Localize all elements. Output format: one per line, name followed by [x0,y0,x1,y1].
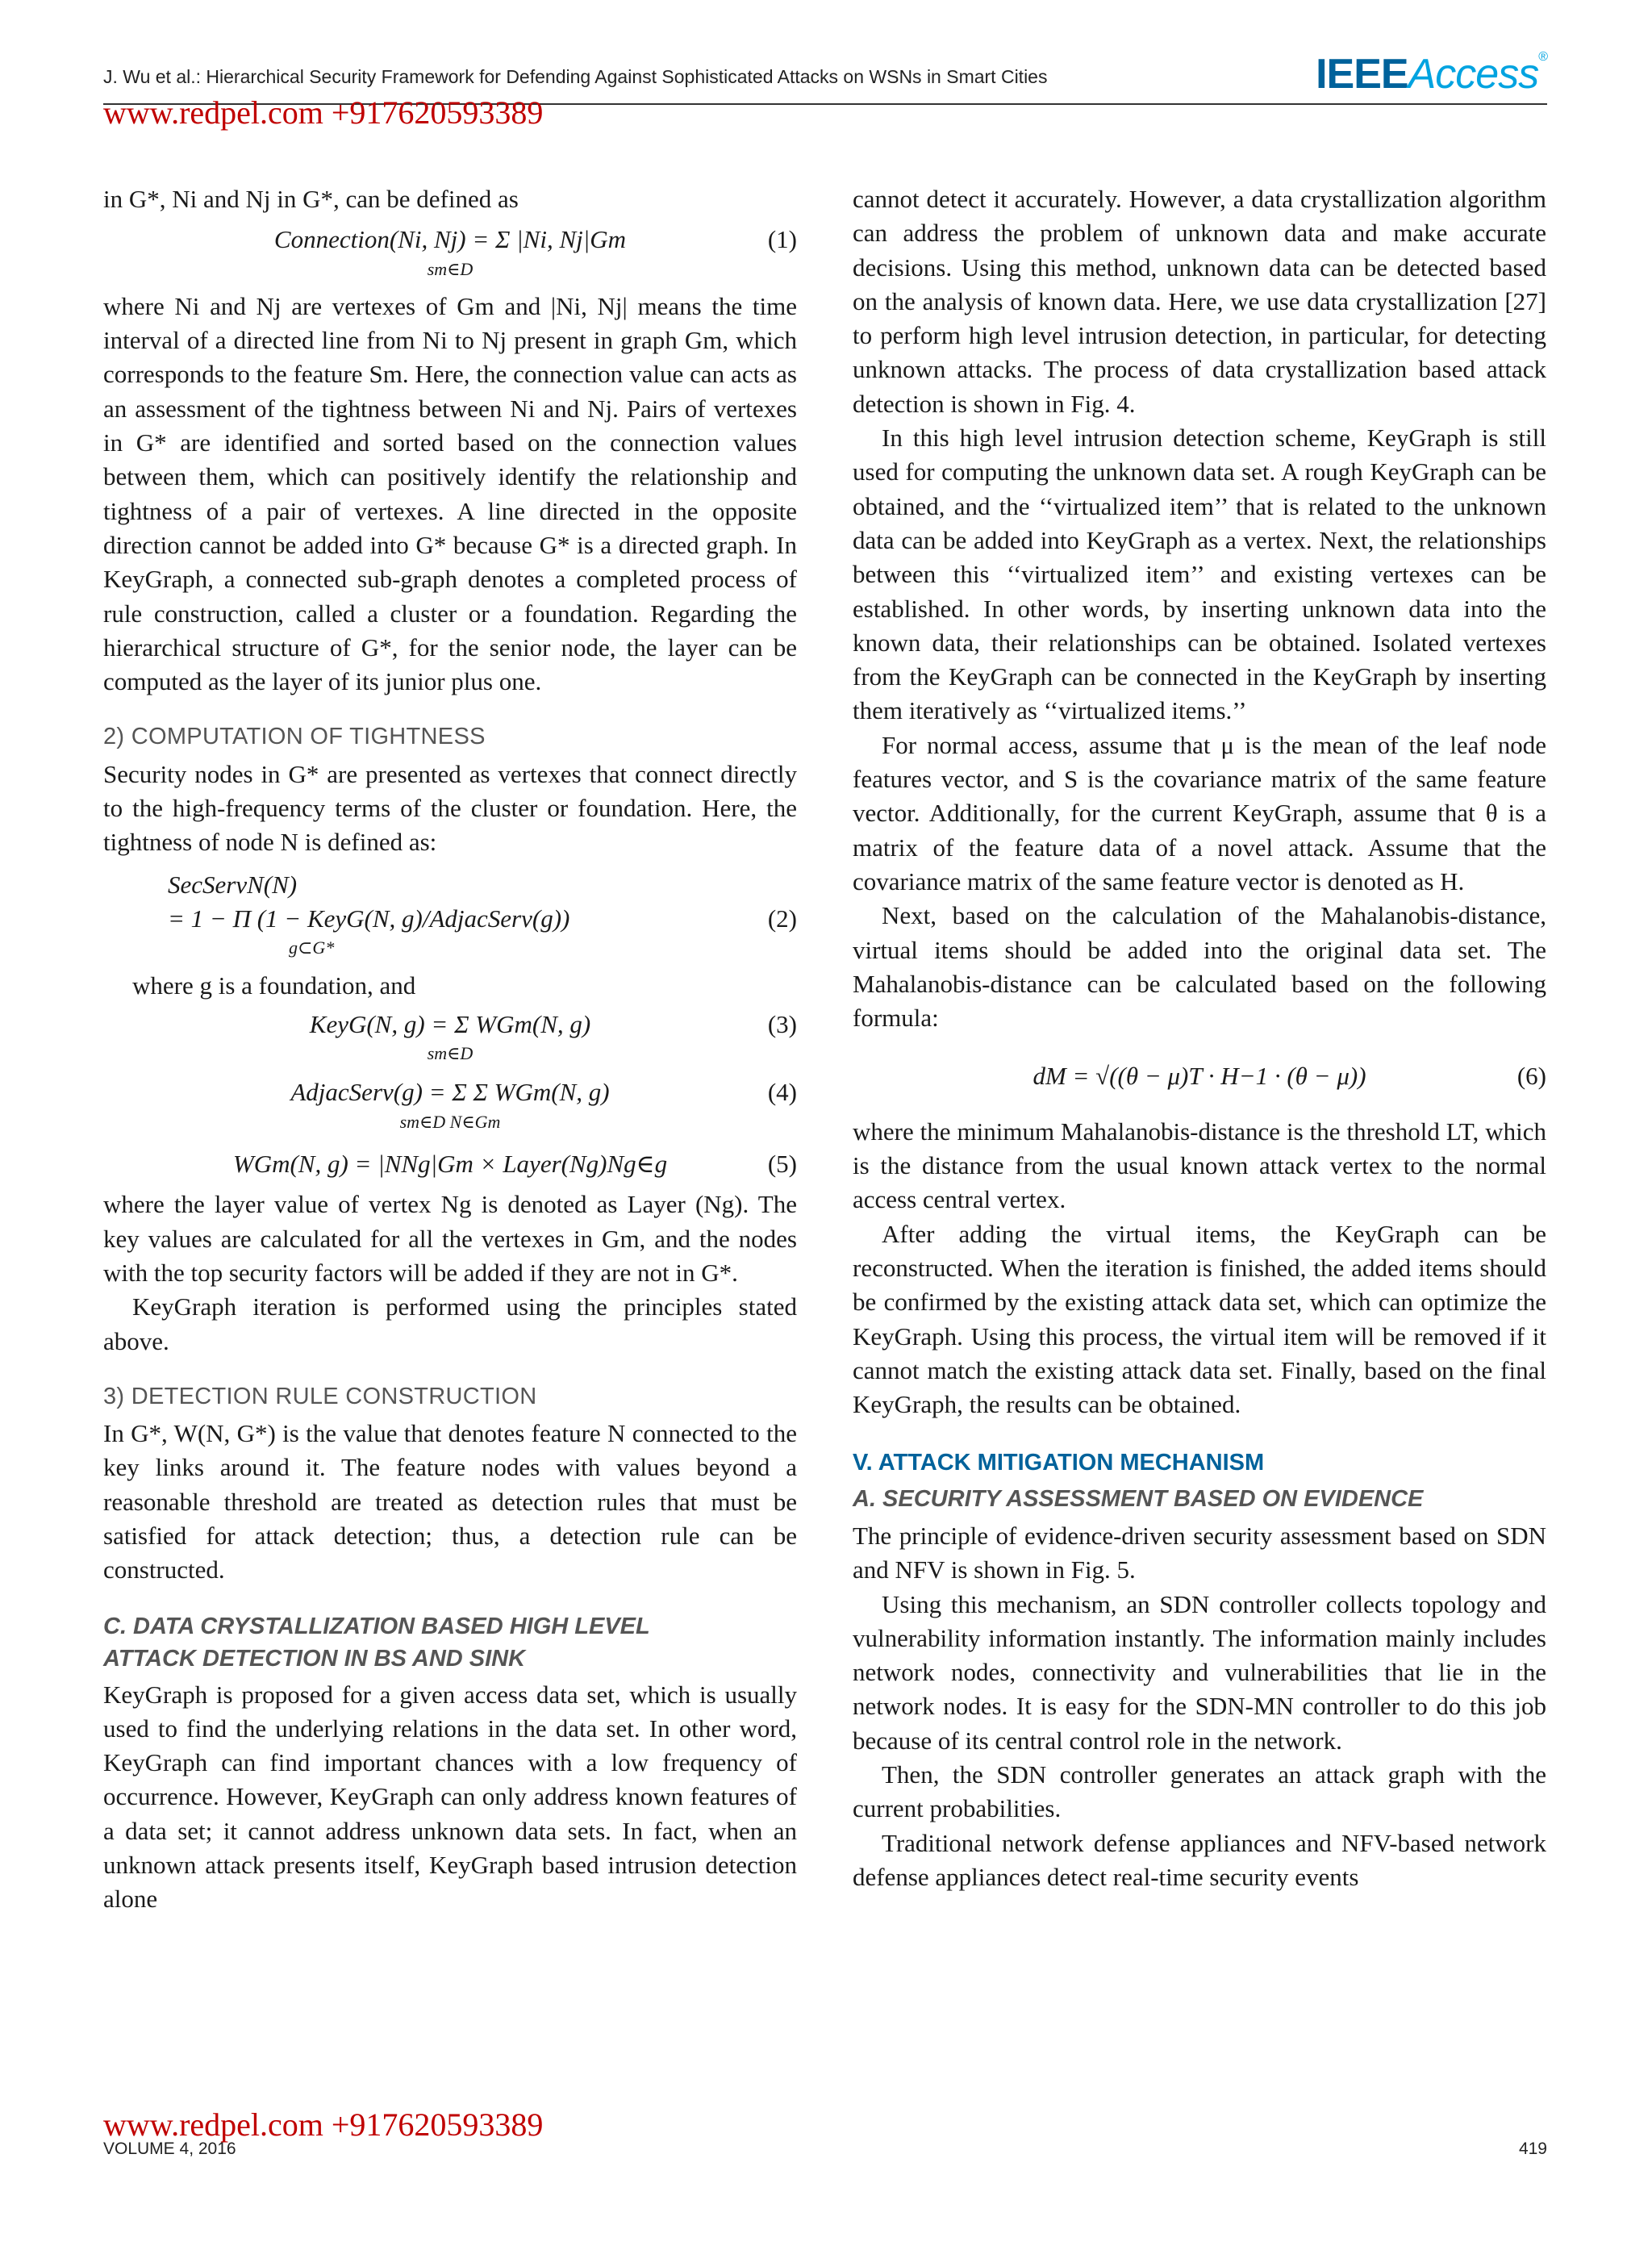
intro-line: in G*, Ni and Nj in G*, can be defined as [103,185,519,213]
equation-2-number: (2) [767,904,797,933]
paragraph-defense-appliances: Traditional network defense appliances and NFV-based network defense appliances detect real-time security events [853,1828,1546,1891]
watermark-top: www.redpel.com +917620593389 [103,94,544,131]
running-head: J. Wu et al.: Hierarchical Security Framework for Defending Against Sophisticated Attacks on WSNs in Smart Cities [103,66,1048,87]
equation-3 [103,1008,797,1071]
paragraph-evidence-driven: The principle of evidence-driven security assessment based on SDN and NFV is shown in Fig. 5. [853,1521,1546,1584]
equation-6-number: (6) [1516,1062,1546,1091]
paragraph-sdn-controller: Using this mechanism, an SDN controller collects topology and vulnerability information instantly. The information mainly includes network nodes, connectivity and vulnerabilities that lie in the network nodes. It is easy for the SDN-MN controller to do this job because of its central control role in the network. [853,1589,1546,1755]
paragraph-layer-value: where the layer value of vertex Ng is denoted as Layer (Ng). The key values are calculated for all the vertexes in Gm, and the nodes with the top security factors will be added if they are not in G*. [103,1190,797,1287]
left-column [103,182,797,1917]
equation-3-number: (3) [767,1009,797,1038]
paragraph-detection-rule: In G*, W(N, G*) is the value that denotes feature N connected to the key links around it. The feature nodes with values beyond a reasonable threshold are treated as detection rules that must be satisfied for attack detection; thus, a detection rule can be constructed. [103,1419,797,1584]
equation-2-subscript: g⊂G* [289,937,335,958]
paragraph-tightness: Security nodes in G* are presented as vertexes that connect directly to the high-frequency terms of the cluster or foundation. Here, the tightness of node N is defined as: [103,759,797,857]
paragraph-keygraph-iteration: KeyGraph iteration is performed using the principles stated above. [103,1292,797,1355]
heading-computation-of-tightness: 2) COMPUTATION OF TIGHTNESS [103,724,486,750]
equation-5-body: WGm(N, g) = |NNg|Gm × Layer(Ng)Ng∈g [232,1150,668,1179]
heading-security-assessment: A. SECURITY ASSESSMENT BASED ON EVIDENCE [853,1485,1424,1512]
footer-volume: VOLUME 4, 2016 [103,2140,236,2158]
logo-access: Access [1408,51,1539,98]
paragraph-normal-access: For normal access, assume that μ is the mean of the leaf node features vector, and S is the covariance matrix of the same feature vector. Additionally, for the current KeyGraph, assume that θ is a matrix of the feature data of a novel attack. Assume that the covariance matrix of the same feature vector is denoted as H. [853,730,1546,895]
equation-4 [103,1075,797,1139]
footer-page-number: 419 [1518,2140,1547,2158]
equation-1 [103,223,797,286]
equation-4-body: AdjacServ(g) = Σ Σ WGm(N, g) [290,1078,610,1107]
paragraph-threshold: where the minimum Mahalanobis-distance is the threshold LT, which is the distance from the usual known attack vertex to the normal access central vertex. [853,1117,1546,1214]
paragraph-connection: where Ni and Nj are vertexes of Gm and |Ni, Nj| means the time interval of a directed line from Ni to Nj present in graph Gm, which corresponds to the feature Sm. Here, the connection value can acts as an assessment of the tightness between Ni and Nj. Pairs of vertexes in G* are identified and sorted based on the connection values between them, which can positively identify the relationship and tightness of a pair of vertexes. A line directed in the opposite direction cannot be added into G* because G* is a directed graph. In KeyGraph, a connected sub-graph denotes a completed process of rule construction, called a cluster or a foundation. Regarding the hierarchical structure of G*, for the senior node, the layer can be computed as the layer of its junior plus one. [103,291,797,696]
heading-data-crystallization [103,1610,797,1675]
equation-3-body: KeyG(N, g) = Σ WGm(N, g) [309,1009,591,1038]
heading-data-crystallization-line-1: C. DATA CRYSTALLIZATION BASED HIGH LEVEL [103,1613,650,1639]
equation-6-body: dM = √((θ − μ)T · H−1 · (θ − μ)) [1032,1062,1366,1091]
paragraph-crystallization: cannot detect it accurately. However, a data crystallization algorithm can address the problem of unknown data and make accurate decisions. Using this method, unknown data can be detected based on the analysis of known data. Here, we use data crystallization [27] to perform high level intrusion detection, in particular, for detecting unknown attacks. The process of data crystallization based attack detection is shown in Fig. 4. [853,185,1546,418]
watermark-bottom: www.redpel.com +917620593389 [103,2106,544,2143]
equation-4-number: (4) [767,1078,797,1107]
paragraph-attack-graph: Then, the SDN controller generates an attack graph with the current probabilities. [853,1760,1546,1823]
heading-attack-mitigation: V. ATTACK MITIGATION MECHANISM [853,1450,1265,1476]
equation-5-number: (5) [767,1150,797,1179]
equation-1-number: (1) [767,225,797,254]
paragraph-reconstruction: After adding the virtual items, the KeyGraph can be reconstructed. When the iteration is finished, the added items should be confirmed by the existing attack data set, which can optimize the KeyGraph. Using this process, the virtual item will be removed if it cannot match the existing attack data set. Finally, based on the final KeyGraph, the results can be obtained. [853,1219,1546,1419]
paragraph-foundation: where g is a foundation, and [132,971,416,1000]
paragraph-keygraph-proposed: KeyGraph is proposed for a given access data set, which is usually used to find the underlying relations in the data set. In other word, KeyGraph can find important chances with a low frequency of occurrence. However, KeyGraph can only address known features of a data set; it cannot address unknown data sets. In fact, when an unknown attack presents itself, KeyGraph based intrusion detection alone [103,1680,797,1914]
equation-1-body: Connection(Ni, Nj) = Σ |Ni, Nj|Gm [273,225,627,254]
logo-ieee: IEEE [1316,51,1408,98]
equation-3-subscript: sm∈D [427,1043,473,1064]
equation-2-line-2: = 1 − Π (1 − KeyG(N, g)/AdjacServ(g)) [168,904,570,933]
equation-1-subscript: sm∈D [427,258,473,279]
heading-data-crystallization-line-2: ATTACK DETECTION IN BS AND SINK [103,1645,526,1672]
logo-trademark: ® [1538,50,1547,64]
equation-2 [103,868,797,966]
paragraph-virtualized-item: In this high level intrusion detection scheme, KeyGraph is still used for computing the unknown data set. A rough KeyGraph can be obtained, and the ‘‘virtualized item’’ that is related to the unknown data can be added into KeyGraph as a vertex. Next, the relationships between this ‘‘virtualized item’’ and existing vertexes can be established. In other words, by inserting unknown data into the known data, their relationships can be obtained. Isolated vertexes from the KeyGraph can be connected in the KeyGraph by inserting them iteratively as ‘‘virtualized items.’’ [853,424,1546,725]
equation-2-line-1: SecServN(N) [168,870,298,899]
equation-4-subscript: sm∈D N∈Gm [399,1111,501,1132]
heading-detection-rule-construction: 3) DETECTION RULE CONSTRUCTION [103,1383,537,1409]
paragraph-mahalanobis: Next, based on the calculation of the Mahalanobis-distance, virtual items should be added into the original data set. The Mahalanobis-distance can be calculated based on the following formula: [853,901,1546,1033]
equation-6 [853,1059,1546,1093]
right-column [853,182,1546,1894]
ieee-access-logo [1316,50,1547,98]
equation-5 [103,1147,797,1181]
